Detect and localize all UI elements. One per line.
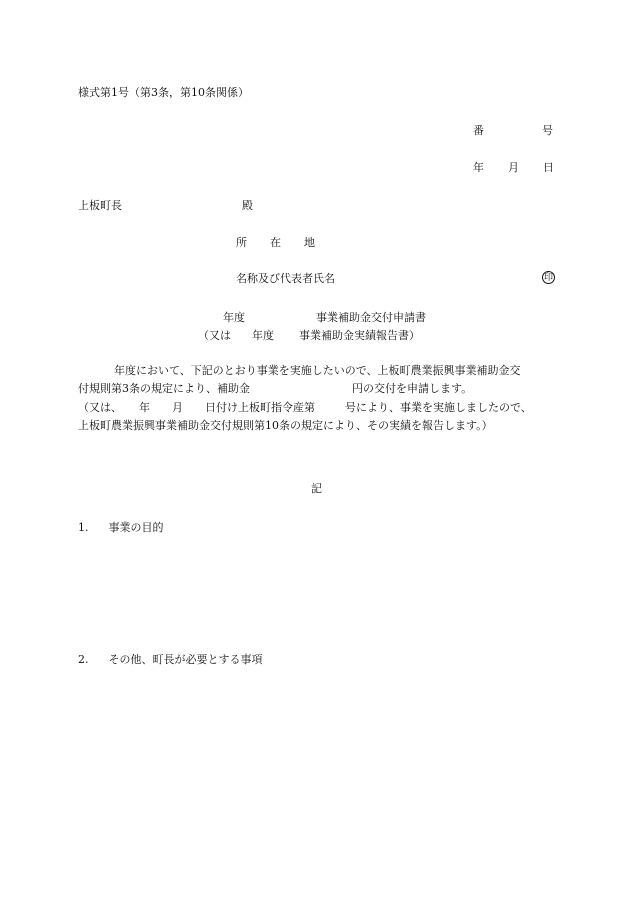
report-directive: 日付け上板町指令産第 <box>205 401 315 414</box>
ki-heading: 記 <box>311 482 322 495</box>
addressee-honorific: 殿 <box>242 199 253 212</box>
form-label: 様式第1号（第3条，第10条関係） <box>78 86 249 99</box>
item-1 <box>78 521 164 535</box>
addressee-name: 上板町長 <box>78 199 122 212</box>
title-alt-prefix: （又は <box>198 329 231 342</box>
title-alt-year: 年度 <box>252 329 274 342</box>
report-year: 年 <box>139 401 150 414</box>
application-text: 円の交付を申請します。 <box>352 382 473 395</box>
report-implemented: 号により、事業を実施しましたので、 <box>345 401 532 414</box>
representative-name-label: 名称及び代表者氏名 <box>236 272 335 285</box>
body-paragraph-2-line-1 <box>78 401 532 415</box>
seal-mark: 印 <box>543 273 553 283</box>
title-line-1 <box>223 311 426 325</box>
report-prefix: （又は、 <box>78 401 122 414</box>
body-paragraph-1-line-2 <box>78 382 472 396</box>
number-ban: 番 <box>473 124 484 137</box>
address-label <box>236 236 315 250</box>
address-char-2: 在 <box>270 236 281 249</box>
address-char-3: 地 <box>304 236 315 249</box>
title-line-2 <box>198 329 420 343</box>
subsidy-text: 付規則第3条の規定により、補助金 <box>78 382 250 395</box>
item-label: その他、町長が必要とする事項 <box>108 653 263 666</box>
number-line <box>473 124 553 138</box>
item-2 <box>78 653 263 667</box>
title-year: 年度 <box>223 311 245 324</box>
body-paragraph-2-line-2: 上板町農業振興事業補助金交付規則第10条の規定により、その実績を報告します。） <box>78 419 493 432</box>
title-main: 事業補助金交付申請書 <box>316 311 426 324</box>
title-alt-main: 事業補助金実績報告書） <box>299 329 420 342</box>
report-month: 月 <box>172 401 183 414</box>
item-number: 1. <box>78 521 89 534</box>
date-day: 日 <box>543 161 554 174</box>
item-number: 2. <box>78 653 89 666</box>
body-paragraph-1-line-1: 年度において、下記のとおり事業を実施したいので、上板町農業振興事業補助金交 <box>114 364 521 377</box>
item-label: 事業の目的 <box>108 521 164 534</box>
number-go: 号 <box>542 124 553 137</box>
date-year: 年 <box>473 161 484 174</box>
date-month: 月 <box>508 161 519 174</box>
address-char-1: 所 <box>236 236 247 249</box>
date-line <box>473 161 554 175</box>
